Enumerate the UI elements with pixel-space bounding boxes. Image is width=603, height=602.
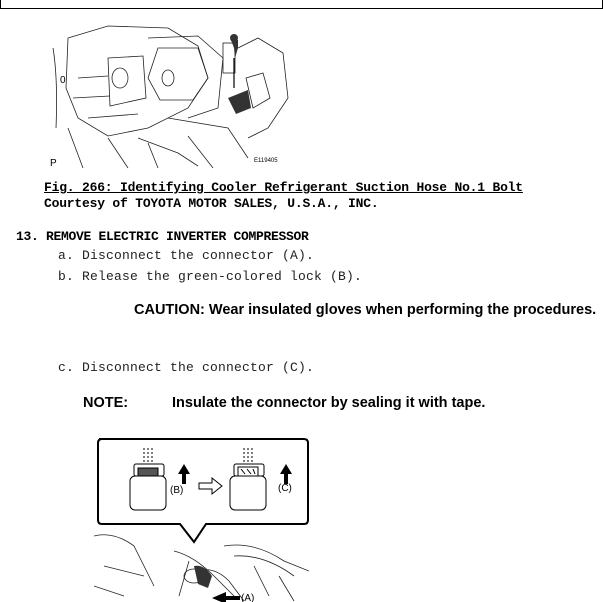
figure1-label-o: 0: [60, 75, 66, 86]
caution-text: CAUTION: Wear insulated gloves when performing the procedures.: [134, 302, 597, 318]
substep-a: a. Disconnect the connector (A).: [58, 248, 315, 263]
figure1-label-p: P: [50, 158, 57, 169]
note-label: NOTE:: [83, 395, 129, 411]
substep-b: b. Release the green-colored lock (B).: [58, 269, 363, 284]
figure-caption-title: Fig. 266: Identifying Cooler Refrigerant Suction Hose No.1 Bolt: [44, 180, 523, 195]
substep-c: c. Disconnect the connector (C).: [58, 360, 315, 375]
step-heading: 13. REMOVE ELECTRIC INVERTER COMPRESSOR: [16, 229, 309, 244]
figure1-code: E119405: [254, 158, 278, 164]
figure-caption-credit: Courtesy of TOYOTA MOTOR SALES, U.S.A., INC.: [44, 196, 379, 211]
label-b: (B): [170, 485, 184, 496]
page-top-border: [0, 0, 603, 9]
connector-figure: [94, 436, 309, 602]
suction-hose-bolt-figure: [48, 18, 298, 170]
label-c: (C): [278, 483, 292, 494]
note-text: Insulate the connector by sealing it with tape.: [172, 395, 486, 411]
label-a: (A): [241, 593, 255, 602]
